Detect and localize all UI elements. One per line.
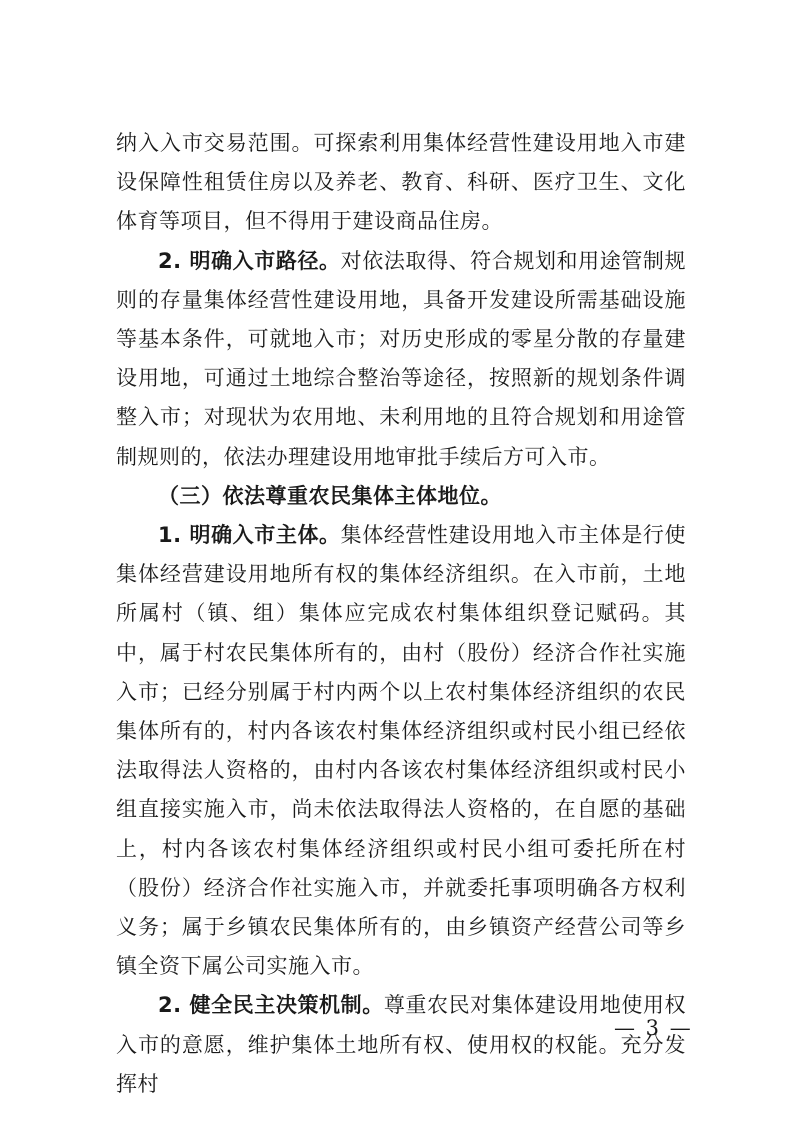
section-heading: （三）依法尊重农民集体主体地位。	[158, 483, 502, 508]
page-number: — 3 —	[614, 1016, 693, 1040]
paragraph-entry-path	[116, 242, 686, 477]
document-body	[116, 124, 686, 1104]
paragraph-text: 对依法取得、符合规划和用途管制规则的存量集体经营性建设用地，具备开发建设所需基础设施等基本条件，可就地入市；对历史形成的零星分散的存量建设用地，可通过土地综合整治等途径，按照新的规划条件调整入市；对现状为农用地、未利用地的且符合规划和用途管制规则的，依法办理建设用地审批手续后方可入市。	[116, 248, 687, 469]
paragraph-continuation	[116, 124, 686, 242]
paragraph-text: 纳入入市交易范围。可探索利用集体经营性建设用地入市建设保障性租赁住房以及养老、教育、科研、医疗卫生、文化体育等项目，但不得用于建设商品住房。	[116, 131, 686, 234]
paragraph-lead: 2. 健全民主决策机制。	[158, 993, 384, 1018]
paragraph-text: 尊重农民对集体建设用地使用权入市的意愿，维护集体土地所有权、使用权的权能。充分发挥村	[116, 993, 686, 1096]
paragraph-entry-subject	[116, 516, 686, 986]
paragraph-decision-mechanism	[116, 986, 686, 1104]
paragraph-lead: 1. 明确入市主体。	[158, 523, 341, 548]
paragraph-lead: 2. 明确入市路径。	[158, 248, 341, 273]
paragraph-text: 集体经营性建设用地入市主体是行使集体经营建设用地所有权的集体经济组织。在入市前，土地所属村（镇、组）集体应完成农村集体组织登记赋码。其中，属于村农民集体所有的，由村（股份）经济合作社实施入市；已经分别属于村内两个以上农村集体经济组织的农民集体所有的，村内各该农村集体经济组织或村民小组已经依法取得法人资格的，由村内各该农村集体经济组织或村民小组直接实施入市，尚未依法取得法人资格的，在自愿的基础上，村内各该农村集体经济组织或村民小组可委托所在村（股份）经济合作社实施入市，并就委托事项明确各方权利义务；属于乡镇农民集体所有的，由乡镇资产经营公司等乡镇全资下属公司实施入市。	[116, 523, 687, 979]
